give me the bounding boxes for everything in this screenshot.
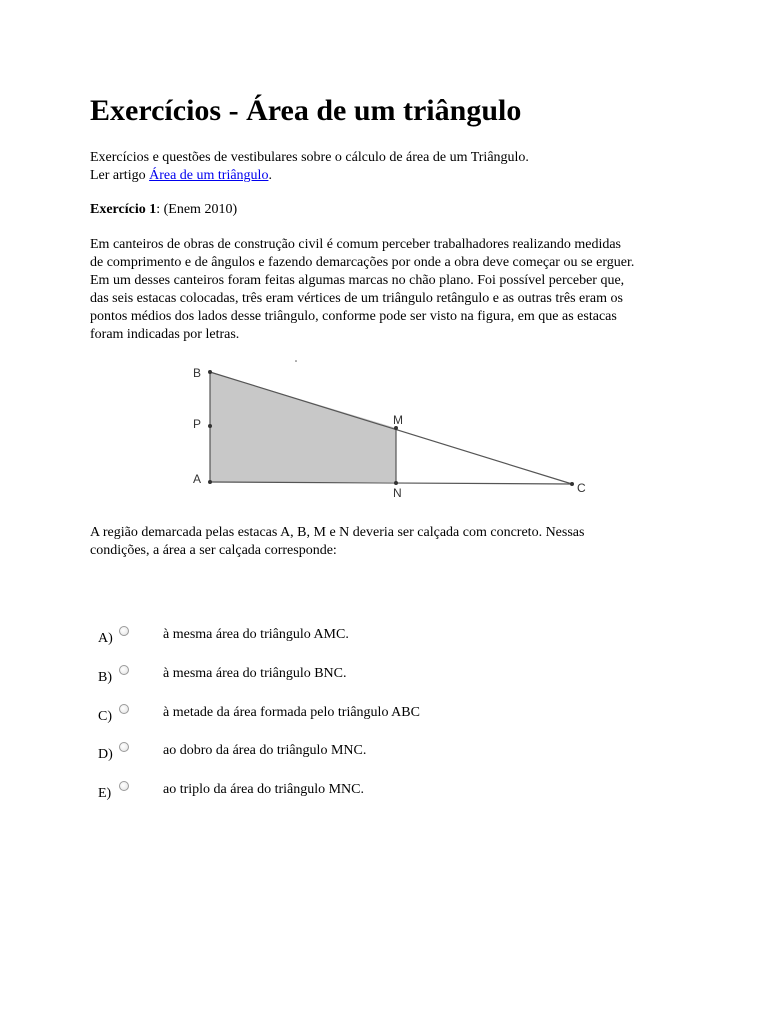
statement-line: pontos médios dos lados desse triângulo, conforme pode ser visto na figura, em que as estacas: [90, 309, 617, 324]
exercise-label: Exercício 1: [90, 202, 157, 217]
side-ac: [210, 482, 572, 484]
stray-mark: [295, 360, 297, 362]
read-article-line: [90, 167, 690, 185]
radio-button-a[interactable]: [119, 626, 129, 636]
stake-b: [208, 370, 212, 374]
option-letter: A): [98, 631, 113, 646]
page-title: Exercícios - Área de um triângulo: [90, 94, 522, 127]
read-article-suffix: .: [268, 168, 272, 183]
label-p: P: [193, 417, 202, 431]
option-letter: E): [98, 786, 112, 801]
stake-c: [570, 482, 574, 486]
option-letter: D): [98, 747, 113, 762]
exercise-statement: [90, 236, 690, 344]
read-article-prefix: Ler artigo: [90, 168, 150, 183]
option-letter: B): [98, 670, 112, 685]
question-line: condições, a área a ser calçada corresponde:: [90, 543, 337, 558]
question-line: A região demarcada pelas estacas A, B, M e N deveria ser calçada com concreto. Nessas: [90, 525, 585, 540]
statement-line: Em canteiros de obras de construção civil é comum perceber trabalhadores realizando medidas: [90, 237, 621, 252]
label-b: B: [193, 366, 202, 380]
radio-button-c[interactable]: [119, 704, 129, 714]
statement-line: das seis estacas colocadas, três eram vértices de um triângulo retângulo e as outras três eram os: [90, 291, 623, 306]
triangle-figure: [188, 356, 598, 506]
label-m: M: [393, 413, 403, 427]
option-e[interactable]: [98, 781, 658, 803]
radio-button-b[interactable]: [119, 665, 129, 675]
question-text: [90, 524, 690, 560]
option-text: à mesma área do triângulo BNC.: [163, 666, 347, 681]
stake-a: [208, 480, 212, 484]
option-text: à metade da área formada pelo triângulo ABC: [163, 705, 420, 720]
radio-button-d[interactable]: [119, 742, 129, 752]
option-a[interactable]: [98, 626, 658, 648]
stake-p: [208, 424, 212, 428]
exercise-source: : (Enem 2010): [156, 202, 238, 217]
stake-n: [394, 481, 398, 485]
statement-line: de comprimento e de ângulos e fazendo demarcações por onde a obra deve começar ou se erguer.: [90, 255, 635, 270]
intro-paragraph: [90, 149, 690, 185]
statement-line: foram indicadas por letras.: [90, 327, 240, 342]
option-c[interactable]: [98, 704, 658, 726]
option-d[interactable]: [98, 742, 658, 764]
label-n: N: [393, 486, 402, 500]
article-link[interactable]: Área de um triângulo: [149, 168, 269, 183]
option-b[interactable]: [98, 665, 658, 687]
statement-line: Em um desses canteiros foram feitas algumas marcas no chão plano. Foi possível perceber que,: [90, 273, 625, 288]
option-text: ao dobro da área do triângulo MNC.: [163, 743, 367, 758]
exercise-heading: [90, 201, 237, 219]
option-letter: C): [98, 709, 112, 724]
label-a: A: [193, 472, 202, 486]
label-c: C: [577, 481, 586, 495]
intro-text: Exercícios e questões de vestibulares sobre o cálculo de área de um Triângulo.: [90, 150, 529, 165]
option-text: ao triplo da área do triângulo MNC.: [163, 782, 365, 797]
option-text: à mesma área do triângulo AMC.: [163, 627, 349, 642]
radio-button-e[interactable]: [119, 781, 129, 791]
shaded-region-abmn: [210, 372, 396, 482]
